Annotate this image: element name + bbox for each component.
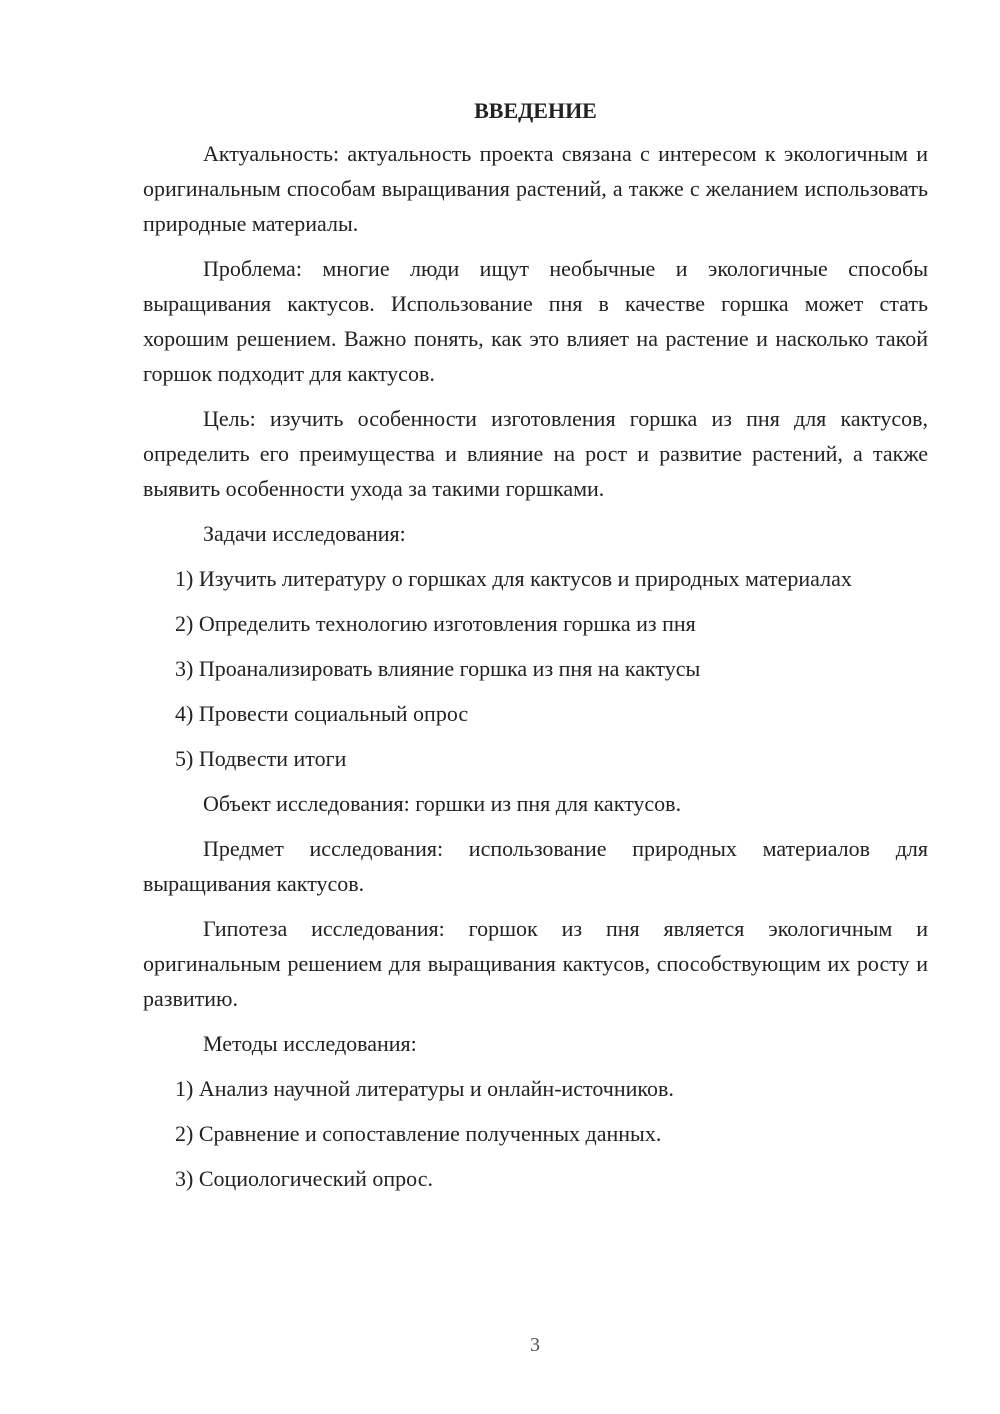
task-item: 1) Изучить литературу о горшках для кактусов и природных материалах — [175, 566, 852, 591]
problem-paragraph: Проблема: многие люди ищут необычные и экологичные способы выращивания кактусов. Использование пня в качестве горшка может стать хорошим решением. Важно понять, как это влияет на растение и насколько такой горшок подходит для кактусов. — [143, 256, 928, 386]
goal-paragraph: Цель: изучить особенности изготовления горшка из пня для кактусов, определить его преимущества и влияние на рост и развитие растений, а также выявить особенности ухода за такими горшками. — [143, 406, 928, 501]
methods-heading: Методы исследования: — [203, 1031, 417, 1056]
task-item: 2) Определить технологию изготовления горшка из пня — [175, 611, 696, 636]
method-item: 2) Сравнение и сопоставление полученных данных. — [175, 1121, 662, 1146]
task-item: 4) Провести социальный опрос — [175, 701, 469, 726]
method-item: 3) Социологический опрос. — [175, 1166, 433, 1191]
tasks-heading: Задачи исследования: — [203, 521, 406, 546]
method-item: 1) Анализ научной литературы и онлайн-источников. — [175, 1076, 674, 1101]
object-paragraph: Объект исследования: горшки из пня для кактусов. — [203, 791, 682, 816]
page-title: ВВЕДЕНИЕ — [474, 98, 597, 123]
relevance-paragraph: Актуальность: актуальность проекта связана с интересом к экологичным и оригинальным способам выращивания растений, а также с желанием использовать природные материалы. — [143, 141, 928, 236]
document-body — [143, 96, 928, 1206]
subject-paragraph: Предмет исследования: использование природных материалов для выращивания кактусов. — [143, 836, 928, 896]
task-item: 3) Проанализировать влияние горшка из пня на кактусы — [175, 656, 701, 681]
hypothesis-paragraph: Гипотеза исследования: горшок из пня является экологичным и оригинальным решением для выращивания кактусов, способствующим их росту и развитию. — [143, 916, 928, 1011]
task-item: 5) Подвести итоги — [175, 746, 347, 771]
page-number: 3 — [530, 1334, 540, 1356]
